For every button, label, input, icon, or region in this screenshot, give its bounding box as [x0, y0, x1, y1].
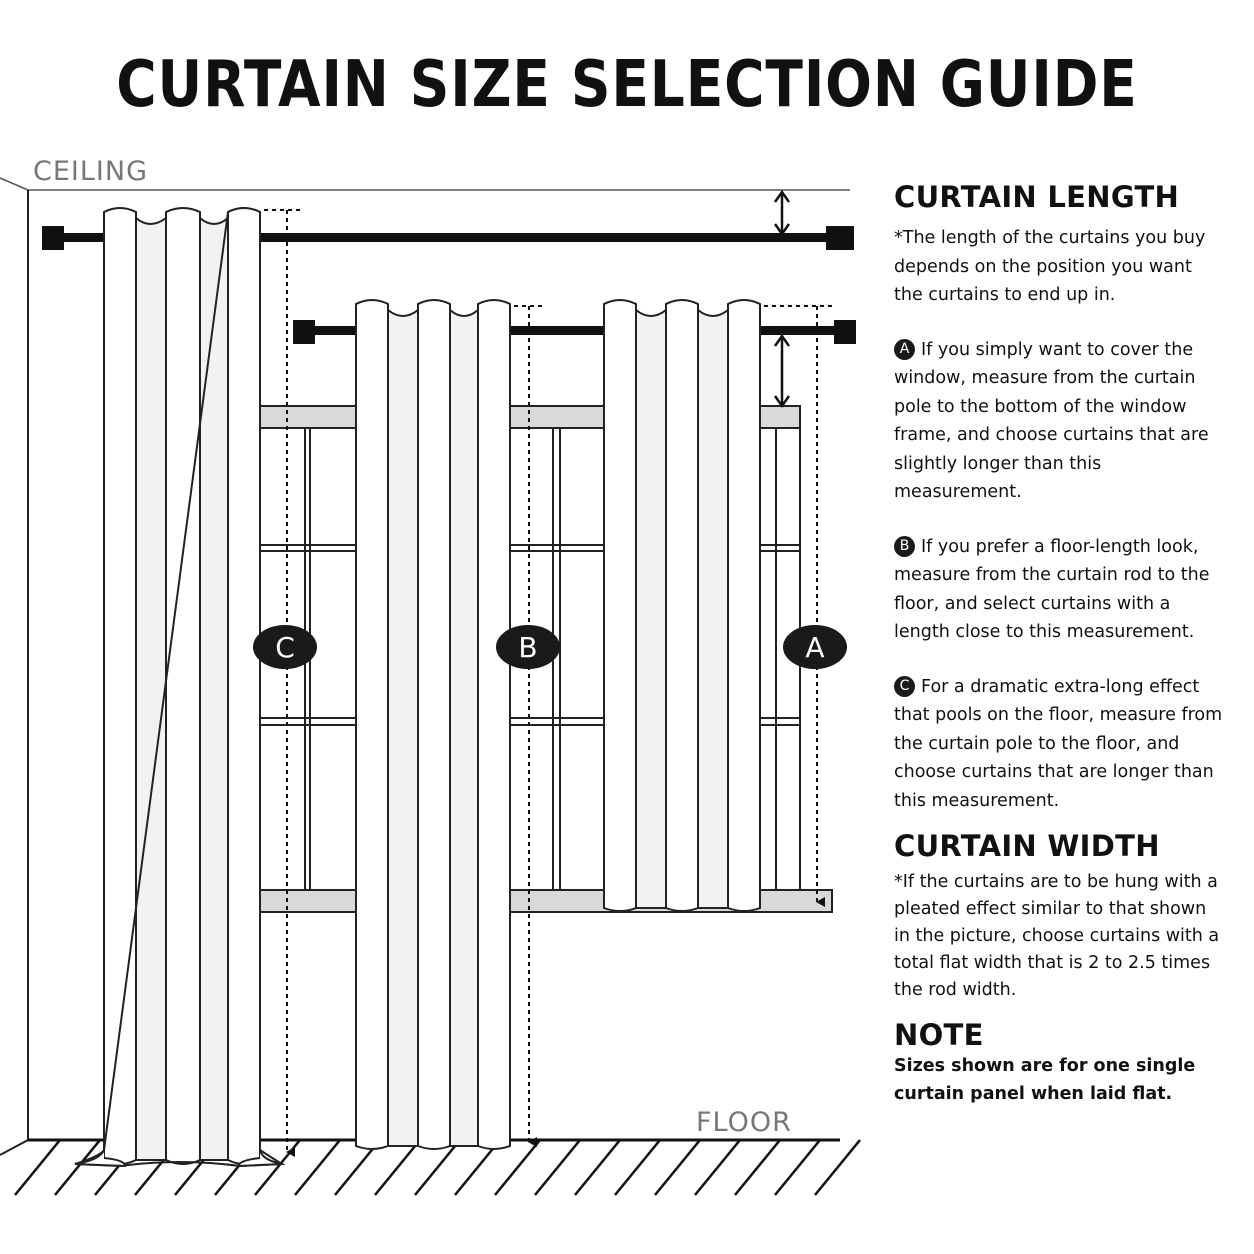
ceiling-label: CEILING	[33, 156, 148, 187]
option-a-text: If you simply want to cover the window, measure from the curtain pole to the bottom of the window frame, and choose curtains that are slightly longer than this measurement.	[894, 339, 1209, 502]
option-c-text: For a dramatic extra-long effect that pools on the floor, measure from the curtain pole to the floor, and choose curtains that are longer than this measurement.	[894, 676, 1223, 811]
badge-c-icon: C	[894, 676, 915, 697]
curtain-b	[356, 300, 510, 1149]
svg-text:A: A	[805, 631, 825, 664]
floor-hatch-line	[295, 1140, 340, 1195]
floor-hatch-line	[535, 1140, 580, 1195]
marker-b	[496, 625, 560, 669]
option-b	[894, 533, 1224, 647]
left-wall	[0, 190, 28, 1155]
guide-text-panel	[894, 180, 1224, 1108]
floor-hatch-line	[775, 1140, 820, 1195]
floor-hatch-line	[255, 1140, 300, 1195]
floor-hatch-line	[15, 1140, 60, 1195]
marker-a	[783, 625, 847, 669]
curtain-width-heading: CURTAIN WIDTH	[894, 829, 1160, 863]
floor-hatch-line	[615, 1140, 660, 1195]
floor-hatch-line	[815, 1140, 860, 1195]
marker-c	[253, 625, 317, 669]
curtain-length-heading: CURTAIN LENGTH	[894, 180, 1180, 214]
measure-line-c	[264, 210, 304, 1152]
floor-label: FLOOR	[696, 1107, 792, 1138]
rod-to-ceiling-arrow	[775, 192, 789, 234]
curtain-width-text: *If the curtains are to be hung with a pleated effect similar to that shown in the picture, choose curtains with a total flat width that is 2 to 2.5 times the rod width.	[894, 872, 1220, 1000]
floor-hatch-line	[575, 1140, 620, 1195]
note-text: Sizes shown are for one single curtain panel when laid flat.	[894, 1056, 1196, 1104]
floor-hatch-line	[655, 1140, 700, 1195]
svg-text:C: C	[275, 631, 295, 664]
curtain-c	[75, 208, 282, 1166]
svg-text:B: B	[518, 631, 538, 664]
rod-to-window-arrow	[775, 336, 789, 406]
note-heading: NOTE	[894, 1018, 984, 1052]
floor-hatch-line	[735, 1140, 780, 1195]
floor-hatch-line	[55, 1140, 100, 1195]
option-a	[894, 336, 1224, 507]
badge-a-icon: A	[894, 339, 915, 360]
curtain-length-intro: *The length of the curtains you buy depends on the position you want the curtains to end up in.	[894, 228, 1206, 305]
floor-hatch-line	[695, 1140, 740, 1195]
page-title: CURTAIN SIZE SELECTION GUIDE	[116, 48, 1138, 122]
option-b-text: If you prefer a floor-length look, measure from the curtain rod to the floor, and select curtains with a length close to this measurement.	[894, 536, 1210, 642]
badge-b-icon: B	[894, 536, 915, 557]
option-c	[894, 673, 1224, 816]
curtain-a	[604, 300, 760, 911]
